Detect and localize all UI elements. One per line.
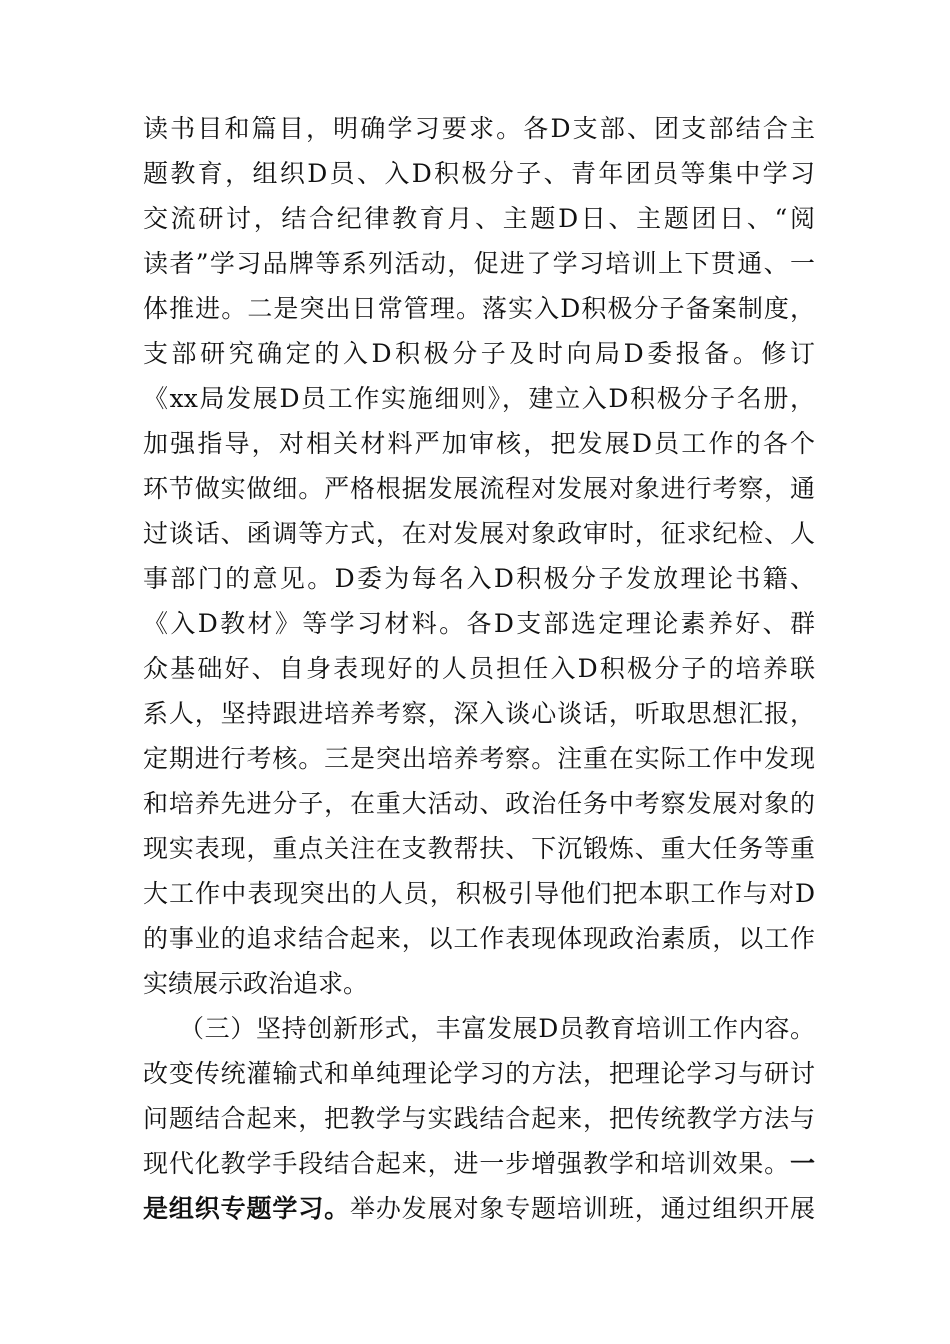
section-heading-line: （三）坚持创新形式，丰富发展D员教育培训工作内容。	[179, 1014, 815, 1043]
text-line: 支部研究确定的入D积极分子及时向局D委报备。修订	[143, 339, 815, 368]
text-line: 现实表现，重点关注在支教帮扶、下沉锻炼、重大任务等重	[143, 834, 815, 863]
text-line: 定期进行考核。三是突出培养考察。注重在实际工作中发现	[143, 744, 815, 773]
text-line: 体推进。二是突出日常管理。落实入D积极分子备案制度，	[143, 294, 815, 323]
text-line: 环节做实做细。严格根据发展流程对发展对象进行考察，通	[143, 474, 815, 503]
document-body	[143, 106, 815, 1231]
text-line: 题教育，组织D员、入D积极分子、青年团员等集中学习	[143, 159, 815, 188]
text-line: 实绩展示政治追求。	[143, 969, 369, 998]
text-line: 过谈话、函调等方式，在对发展对象政审时，征求纪检、人	[143, 519, 815, 548]
text-line: 事部门的意见。D委为每名入D积极分子发放理论书籍、	[143, 564, 815, 593]
text-line: 系人，坚持跟进培养考察，深入谈心谈话，听取思想汇报，	[143, 699, 815, 728]
text-run: 现代化教学手段结合起来，进一步增强教学和培训效果。	[143, 1149, 790, 1178]
text-line: 和培养先进分子，在重大活动、政治任务中考察发展对象的	[143, 789, 815, 818]
text-line: 《入D教材》等学习材料。各D支部选定理论素养好、群	[143, 609, 815, 638]
text-line: 加强指导，对相关材料严加审核，把发展D员工作的各个	[143, 429, 815, 458]
text-line: 交流研讨，结合纪律教育月、主题D日、主题团日、“阅	[143, 204, 815, 233]
text-line: 的事业的追求结合起来，以工作表现体现政治素质，以工作	[143, 924, 815, 953]
paragraph-1	[143, 106, 815, 1006]
text-line: 读者”学习品牌等系列活动，促进了学习培训上下贯通、一	[143, 249, 815, 278]
text-line: 大工作中表现突出的人员，积极引导他们把本职工作与对D	[143, 879, 815, 908]
bold-text-run: 是组织专题学习。	[143, 1194, 351, 1223]
text-line: 众基础好、自身表现好的人员担任入D积极分子的培养联	[143, 654, 815, 683]
text-line	[143, 1141, 815, 1186]
bold-text-run: 一	[789, 1149, 815, 1178]
paragraph-2	[143, 1006, 815, 1231]
text-line: 问题结合起来，把教学与实践结合起来，把传统教学方法与	[143, 1104, 815, 1133]
text-line: 读书目和篇目，明确学习要求。各D支部、团支部结合主	[143, 114, 815, 143]
text-line: 《xx局发展D员工作实施细则》，建立入D积极分子名册，	[143, 384, 815, 413]
text-line	[143, 1186, 815, 1231]
text-run: 举办发展对象专题培训班，通过组织开展	[350, 1194, 815, 1223]
text-line: 改变传统灌输式和单纯理论学习的方法，把理论学习与研讨	[143, 1059, 815, 1088]
